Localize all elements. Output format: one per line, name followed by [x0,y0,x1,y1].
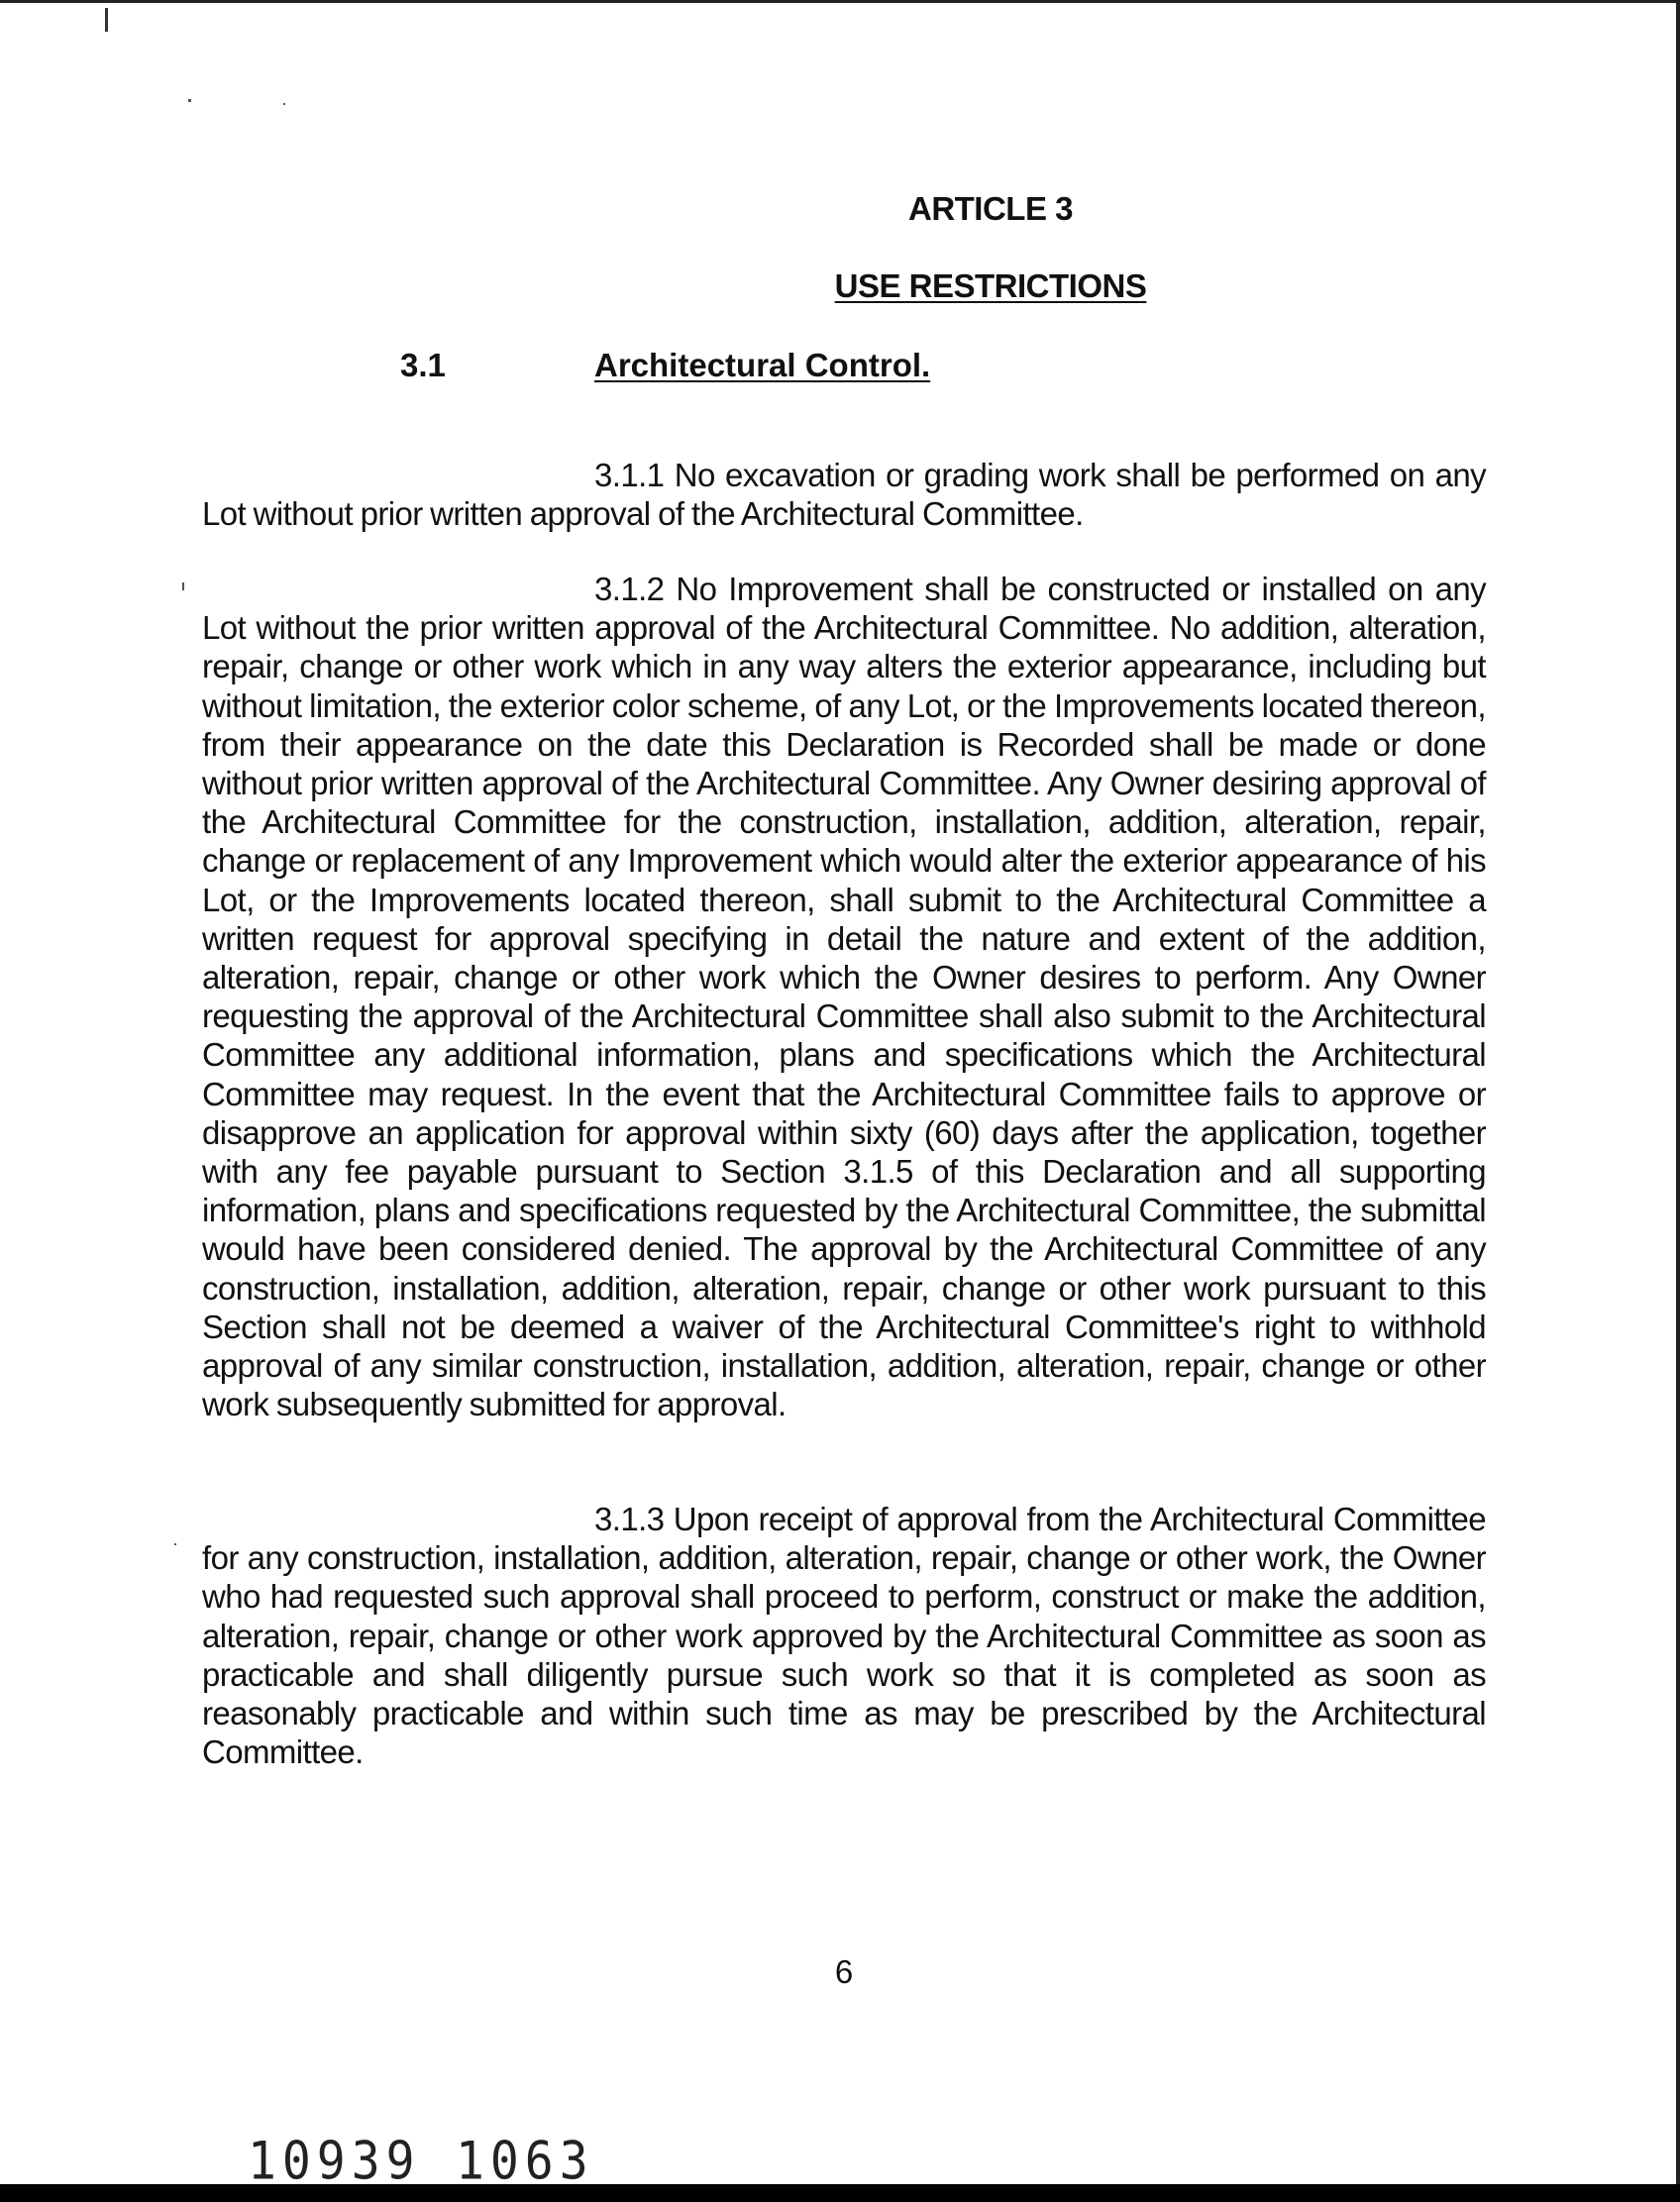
subsection-number: 3.1 [400,347,446,383]
page-number-text: 6 [834,1953,854,1990]
scan-edge-right [1676,0,1680,2202]
scan-edge-top [0,0,1680,3]
paragraph-3-1-2: 3.1.2 No Improvement shall be constructed or installed on any Lot without the prior written approval of the Architectural Committee. No addition, alteration, repair, change or other work which in any way alters the exterior appearance, including but without limitation, the exterior color scheme, of any Lot, or the Improvements located thereon, from their appearance on the date this Declaration is Recorded shall be made or done without prior written approval of the Architectural Committee. Any Owner desiring approval of the Architectural Committee for the construction, installation, addition, alteration, repair, change or replacement of any Improvement which would alter the exterior appearance of his Lot, or the Improvements located thereon, shall submit to the Architectural Committee a written request for approval specifying in detail the nature and extent of the addition, alteration, repair, change or other work which the Owner desires to perform. Any Owner requesting the approval of the Architectural Committee shall also submit to the Architectural Committee any additional information, plans and specifications which the Architectural Committee may request. In the event that the Architectural Committee fails to approve or disapprove an application for approval within sixty (60) days after the application, together with any fee payable pursuant to Section 3.1.5 of this Declaration and all supporting information, plans and specifications requested by the Architectural Committee, the submittal would have been considered denied. The approval by the Architectural Committee of any construction, installation, addition, alteration, repair, change or other work pursuant to this Section shall not be deemed a waiver of the Architectural Committee's right to withhold approval of any similar construction, installation, addition, alteration, repair, change or other work subsequently submitted for approval. [202,571,1486,1423]
article-heading: ARTICLE 3 [907,190,1073,227]
paragraph-3-1-1: 3.1.1 No excavation or grading work shall be performed on any Lot without prior written approval of the Architectural Committee. [202,457,1486,533]
page-number [0,1953,1680,1991]
section-heading: USE RESTRICTIONS [834,267,1147,304]
recording-stamp-book: 10939 [248,2131,421,2192]
scan-tick-mark [105,8,108,32]
scan-speck [283,103,285,105]
scan-speck [174,1543,176,1545]
scan-speck [188,99,191,102]
paragraph-3-1-3: 3.1.3 Upon receipt of approval from the Architectural Committee for any construction, installation, addition, alteration, repair, change or other work, the Owner who had requested such approval shall proceed to perform, construct or make the addition, alteration, repair, change or other work approved by the Architectural Committee as soon as practicable and shall diligently pursue such work so that it is completed as soon as reasonably practicable and within such time as may be prescribed by the Architectural Committee. [202,1501,1486,1771]
subsection-title: Architectural Control. [594,347,931,383]
recording-stamp-page: 1063 [456,2131,594,2192]
scan-speck [182,582,184,590]
